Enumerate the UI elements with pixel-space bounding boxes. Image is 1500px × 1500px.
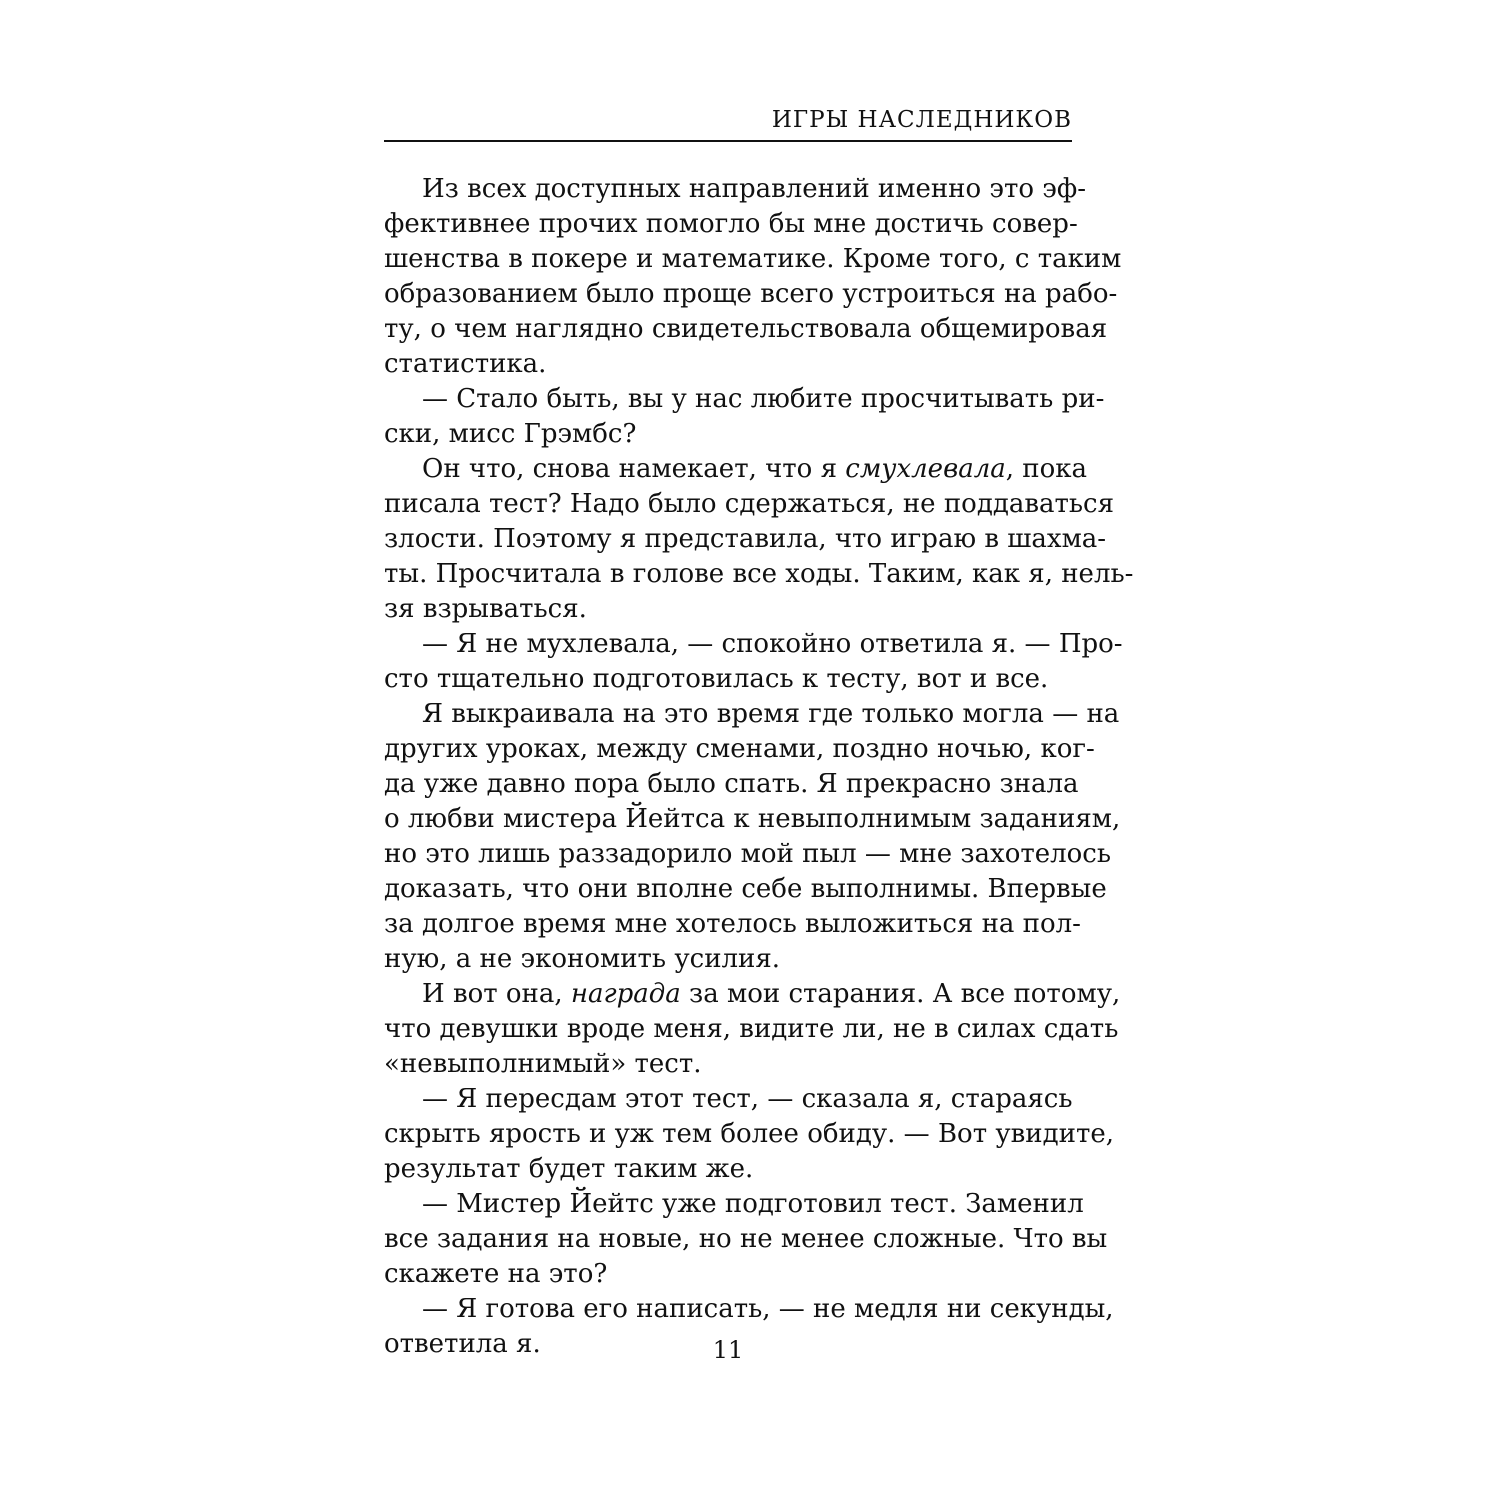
header-rule <box>384 140 1072 142</box>
text-line: — Я пересдам этот тест, — сказала я, стараясь <box>422 1084 1073 1114</box>
text-line: ски, мисс Грэмбс? <box>384 419 637 449</box>
text-line: Он что, снова намекает, что я смухлевала, пока <box>422 454 1088 484</box>
text-line: — Мистер Йейтс уже подготовил тест. Заменил <box>422 1189 1084 1219</box>
text-line: все задания на новые, но не менее сложные. Что вы <box>384 1224 1108 1254</box>
text-line: ту, о чем наглядно свидетельствовала общемировая <box>384 314 1108 344</box>
text-line: зя взрываться. <box>384 594 587 624</box>
text-line: о любви мистера Йейтса к невыполнимым заданиям, <box>384 804 1121 834</box>
text-line: ты. Просчитала в голове все ходы. Таким, как я, нель- <box>384 559 1134 589</box>
text-line: — Я не мухлевала, — спокойно ответила я. — Про- <box>422 629 1123 659</box>
text-line: ответила я. <box>384 1329 541 1359</box>
body-text <box>384 172 1134 1362</box>
text-line: Я выкраивала на это время где только могла — на <box>422 699 1120 729</box>
text-line: что девушки вроде меня, видите ли, не в силах сдать <box>384 1014 1119 1044</box>
text-line: писала тест? Надо было сдержаться, не поддаваться <box>384 489 1114 519</box>
running-head: ИГРЫ НАСЛЕДНИКОВ <box>771 107 1072 133</box>
text-line: доказать, что они вполне себе выполнимы. Впервые <box>384 874 1107 904</box>
text-line: скажете на это? <box>384 1259 608 1289</box>
text-line: сто тщательно подготовилась к тесту, вот и все. <box>384 664 1049 694</box>
text-line: ную, а не экономить усилия. <box>384 944 781 974</box>
page-number: 11 <box>712 1336 744 1364</box>
italic-word: смухлевала <box>845 454 1006 484</box>
text-line: образованием было проще всего устроиться на рабо- <box>384 279 1118 309</box>
text-line: фективнее прочих помогло бы мне достичь совер- <box>384 209 1078 239</box>
text-line: Из всех доступных направлений именно это эф- <box>422 174 1086 204</box>
text-line: да уже давно пора было спать. Я прекрасно знала <box>384 769 1079 799</box>
text-line: злости. Поэтому я представила, что играю в шахма- <box>384 524 1107 554</box>
text-line: — Я готова его написать, — не медля ни секунды, <box>422 1294 1114 1324</box>
italic-word: награда <box>570 979 681 1009</box>
text-line: И вот она, награда за мои старания. А все потому, <box>422 979 1121 1009</box>
text-line: статистика. <box>384 349 547 379</box>
text-line: шенства в покере и математике. Кроме того, с таким <box>384 244 1122 274</box>
text-line: «невыполнимый» тест. <box>384 1049 702 1079</box>
text-line: — Стало быть, вы у нас любите просчитывать ри- <box>422 384 1105 414</box>
text-line: за долгое время мне хотелось выложиться на пол- <box>384 909 1081 939</box>
text-line: скрыть ярость и уж тем более обиду. — Вот увидите, <box>384 1119 1114 1149</box>
text-line: но это лишь раззадорило мой пыл — мне захотелось <box>384 839 1112 869</box>
text-line: других уроках, между сменами, поздно ночью, ког- <box>384 734 1095 764</box>
text-line: результат будет таким же. <box>384 1154 754 1184</box>
